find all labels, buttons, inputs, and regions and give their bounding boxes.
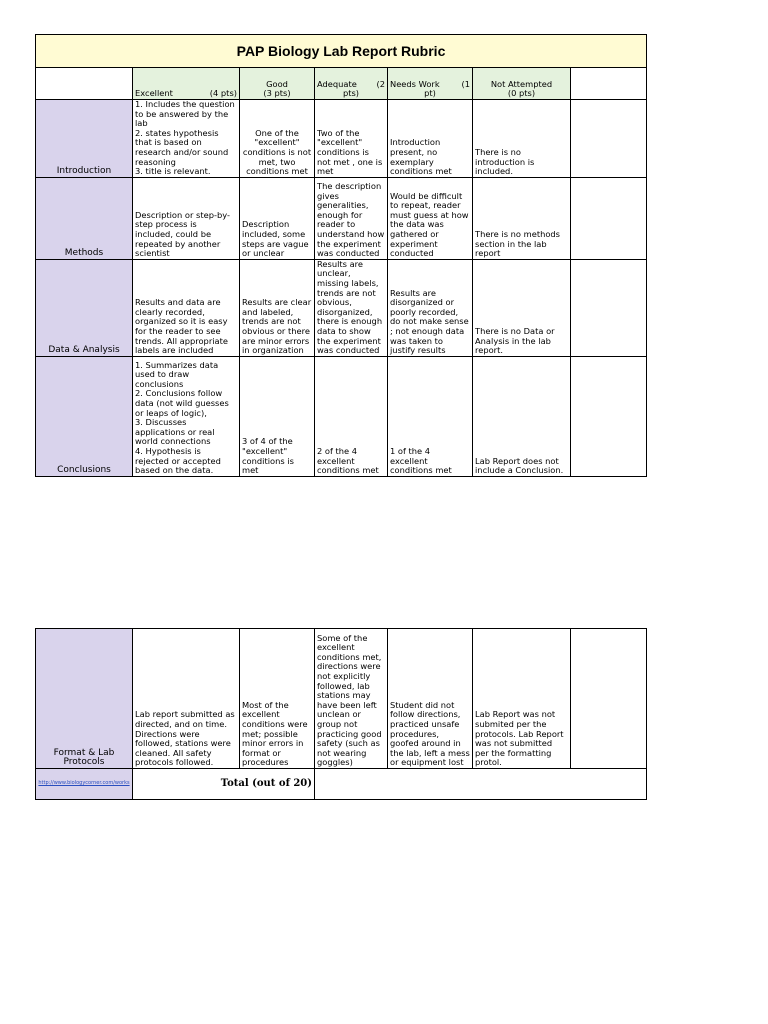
cell-needs-work: Would be difficult to repeat, reader must guess at how the data was gathered or experiment conducted [388, 177, 473, 259]
cell-not-attempted: Lab Report does not include a Conclusion. [473, 356, 571, 476]
cell-needs-work: Introduction present, no exemplary conditions met [388, 100, 473, 178]
header-not-attempted: Not Attempted (0 pts) [473, 68, 571, 100]
cell-empty [571, 177, 647, 259]
header-blank-end [571, 68, 647, 100]
cell-empty [571, 356, 647, 476]
cell-needs-work: 1 of the 4 excellent conditions met [388, 356, 473, 476]
rubric-table [35, 34, 647, 477]
cell-needs-work: Student did not follow directions, practiced unsafe procedures, goofed around in the lab, left a mess or equipment lost [388, 629, 473, 769]
header-good: Good (3 pts) [240, 68, 315, 100]
table-row [36, 356, 647, 476]
table-row [36, 629, 647, 769]
row-category: Data & Analysis [36, 259, 133, 356]
cell-good: Most of the excellent conditions were met; possible minor errors in format or procedures [240, 629, 315, 769]
header-excellent [133, 68, 240, 100]
table-row [36, 100, 647, 178]
page-title: PAP Biology Lab Report Rubric [36, 35, 647, 68]
cell-needs-work: Results are disorganized or poorly recorded, do not make sense ; not enough data was taken to justify results [388, 259, 473, 356]
cell-good: Description included, some steps are vague or unclear [240, 177, 315, 259]
cell-excellent: Results and data are clearly recorded, organized so it is easy for the reader to see trends. All appropriate labels are included [133, 259, 240, 356]
cell-good: One of the "excellent" conditions is not met, two conditions met [240, 100, 315, 178]
header-needs-work-points: (1 [461, 78, 470, 89]
header-excellent-label: Excellent [135, 88, 173, 99]
cell-empty [571, 100, 647, 178]
total-label: Total (out of 20) [133, 769, 315, 800]
cell-adequate: The description gives generalities, enough for reader to understand how the experiment was conducted [315, 177, 388, 259]
header-excellent-points: (4 pts) [209, 88, 237, 99]
header-adequate [315, 68, 388, 100]
cell-good: Results are clear and labeled, trends are not obvious or there are minor errors in organization [240, 259, 315, 356]
cell-excellent: Lab report submitted as directed, and on time. Directions were followed, stations were cleaned. All safety protocols followed. [133, 629, 240, 769]
cell-excellent: 1. Includes the question to be answered by the lab 2. states hypothesis that is based on research and/or sound reasoning 3. title is relevant. [133, 100, 240, 178]
cell-adequate: 2 of the 4 excellent conditions met [315, 356, 388, 476]
header-row [36, 68, 647, 100]
cell-not-attempted: There is no introduction is included. [473, 100, 571, 178]
cell-excellent: 1. Summarizes data used to draw conclusions 2. Conclusions follow data (not wild guesses or leaps of logic), 3. Discusses applications or real world connections 4. Hypothesis is rejected or accepted based on the data. [133, 356, 240, 476]
total-value-cell[interactable] [315, 769, 647, 800]
cell-empty [571, 629, 647, 769]
cell-empty [571, 259, 647, 356]
row-category: Introduction [36, 100, 133, 178]
header-adequate-points-suffix: pts) [342, 88, 360, 99]
cell-adequate: Two of the "excellent" conditions is not met , one is met [315, 100, 388, 178]
cell-not-attempted: There is no methods section in the lab report [473, 177, 571, 259]
total-row [36, 769, 647, 800]
table-row [36, 177, 647, 259]
header-blank-cell [36, 68, 133, 100]
cell-adequate: Some of the excellent conditions met, directions were not explicitly followed, lab stations may have been left unclean or group not practicing good safety (such as not wearing goggles) [315, 629, 388, 769]
header-needs-work-points-suffix: pt) [424, 88, 436, 99]
cell-not-attempted: There is no Data or Analysis in the lab report. [473, 259, 571, 356]
row-category: Format & Lab Protocols [36, 629, 133, 769]
row-category: Conclusions [36, 356, 133, 476]
cell-not-attempted: Lab Report was not submited per the protocols. Lab Report was not submitted per the formatting protol. [473, 629, 571, 769]
cell-good: 3 of 4 of the "excellent" conditions is met [240, 356, 315, 476]
header-adequate-label: Adequate [317, 78, 357, 89]
cell-excellent: Description or step-by-step process is included, could be repeated by another scientist [133, 177, 240, 259]
footer-url-link[interactable]: http://www.biologycorner.com/works [36, 769, 133, 800]
cell-adequate: Results are unclear, missing labels, trends are not obvious, disorganized, there is enough data to show the experiment was conducted [315, 259, 388, 356]
header-needs-work-label: Needs Work [390, 78, 440, 89]
rubric-format-table [35, 628, 647, 800]
header-adequate-points: (2 [376, 78, 385, 89]
table-row [36, 259, 647, 356]
row-category: Methods [36, 177, 133, 259]
header-needs-work [388, 68, 473, 100]
